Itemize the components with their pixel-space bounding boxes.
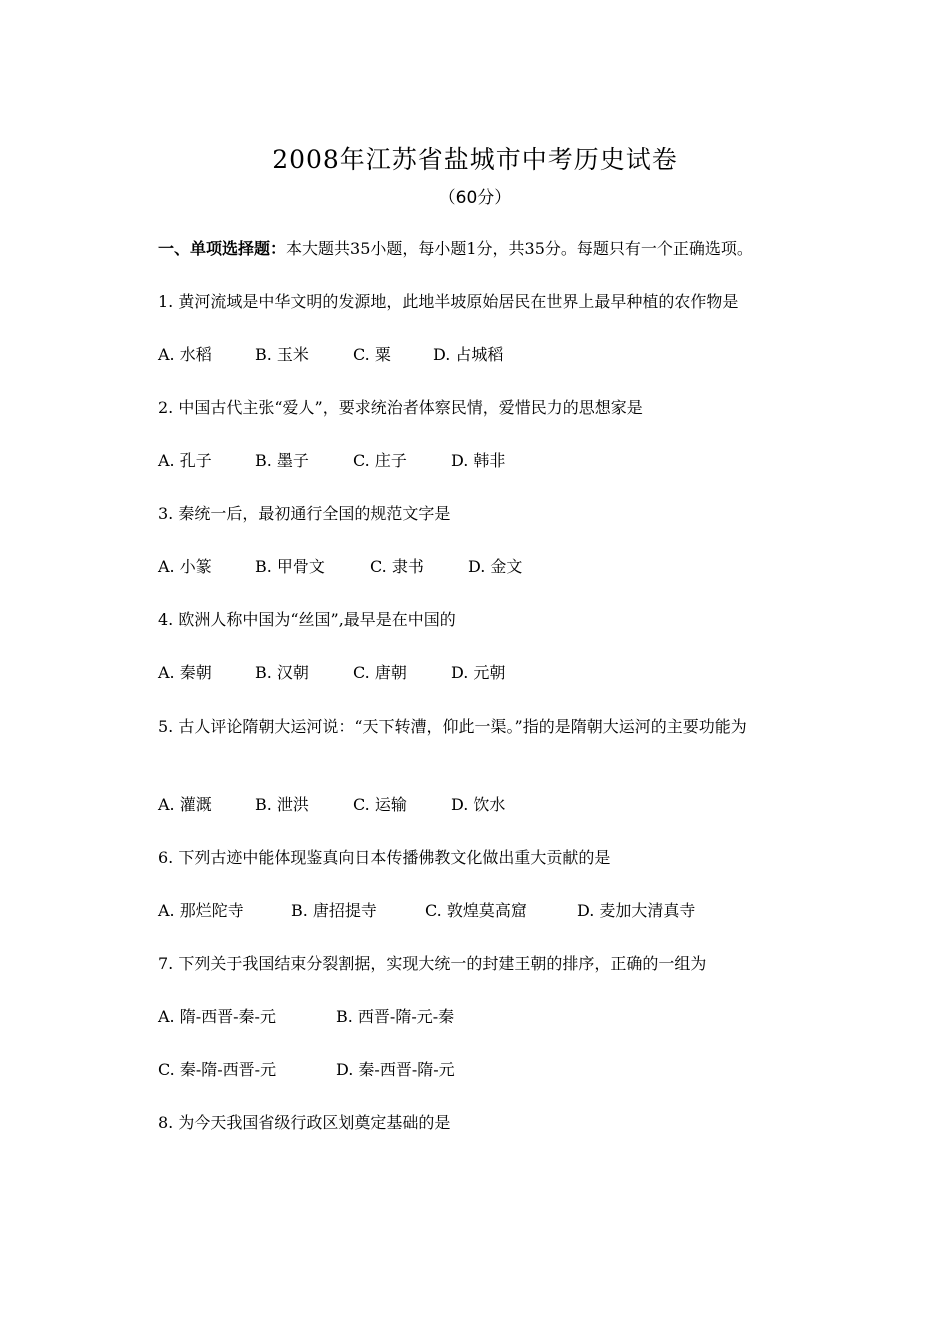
question-4-stem: 4. 欧洲人称中国为“丝国”,最早是在中国的 — [158, 610, 456, 629]
question-3-options — [158, 554, 522, 580]
option-a: A. 灌溉 — [158, 795, 212, 814]
option-b: B. 玉米 — [255, 345, 309, 364]
option-b: B. 西晋-隋-元-秦 — [336, 1007, 455, 1026]
option-d: D. 饮水 — [451, 795, 506, 814]
question-6-stem: 6. 下列古迹中能体现鉴真向日本传播佛教文化做出重大贡献的是 — [158, 848, 611, 867]
option-a: A. 秦朝 — [158, 663, 212, 682]
score-subtitle: （60分） — [438, 188, 512, 208]
option-b: B. 汉朝 — [255, 663, 309, 682]
option-a: A. 隋-西晋-秦-元 — [158, 1007, 276, 1026]
option-a: A. 孔子 — [158, 451, 212, 470]
option-a: A. 那烂陀寺 — [158, 901, 244, 920]
question-7-options-row2 — [158, 1057, 455, 1083]
option-c: C. 唐朝 — [353, 663, 407, 682]
question-8-stem: 8. 为今天我国省级行政区划奠定基础的是 — [158, 1113, 451, 1132]
option-b: B. 墨子 — [255, 451, 309, 470]
question-1-options — [158, 342, 503, 368]
option-c: C. 敦煌莫高窟 — [425, 901, 527, 920]
section-instructions: 本大题共35小题，每小题1分，共35分。每题只有一个正确选项。 — [286, 239, 753, 258]
option-c: C. 秦-隋-西晋-元 — [158, 1060, 277, 1079]
question-5-options — [158, 792, 505, 818]
option-b: B. 泄洪 — [255, 795, 309, 814]
question-2-stem: 2. 中国古代主张“爱人”，要求统治者体察民情，爱惜民力的思想家是 — [158, 398, 643, 417]
section-header — [158, 236, 753, 262]
question-2-options — [158, 448, 505, 474]
question-7-options-row1 — [158, 1004, 454, 1030]
question-3-stem: 3. 秦统一后，最初通行全国的规范文字是 — [158, 504, 451, 523]
option-d: D. 金文 — [468, 557, 523, 576]
option-b: B. 唐招提寺 — [291, 901, 377, 920]
question-5-stem: 5. 古人评论隋朝大运河说：“天下转漕，仰此一渠。”指的是隋朝大运河的主要功能为 — [158, 717, 747, 736]
page-title: 2008年江苏省盐城市中考历史试卷 — [272, 145, 678, 174]
question-1-stem: 1. 黄河流域是中华文明的发源地，此地半坡原始居民在世界上最早种植的农作物是 — [158, 292, 739, 311]
option-c: C. 粟 — [353, 345, 391, 364]
option-d: D. 韩非 — [451, 451, 506, 470]
question-7-stem: 7. 下列关于我国结束分裂割据，实现大统一的封建王朝的排序，正确的一组为 — [158, 954, 707, 973]
option-b: B. 甲骨文 — [255, 557, 325, 576]
section-heading: 一、单项选择题： — [158, 239, 287, 258]
option-d: D. 麦加大清真寺 — [577, 901, 696, 920]
option-a: A. 小篆 — [158, 557, 212, 576]
question-6-options — [158, 898, 695, 924]
question-4-options — [158, 660, 505, 686]
option-c: C. 运输 — [353, 795, 407, 814]
option-d: D. 占城稻 — [433, 345, 504, 364]
option-c: C. 隶书 — [370, 557, 424, 576]
option-d: D. 元朝 — [451, 663, 506, 682]
option-c: C. 庄子 — [353, 451, 407, 470]
option-d: D. 秦-西晋-隋-元 — [336, 1060, 455, 1079]
option-a: A. 水稻 — [158, 345, 212, 364]
